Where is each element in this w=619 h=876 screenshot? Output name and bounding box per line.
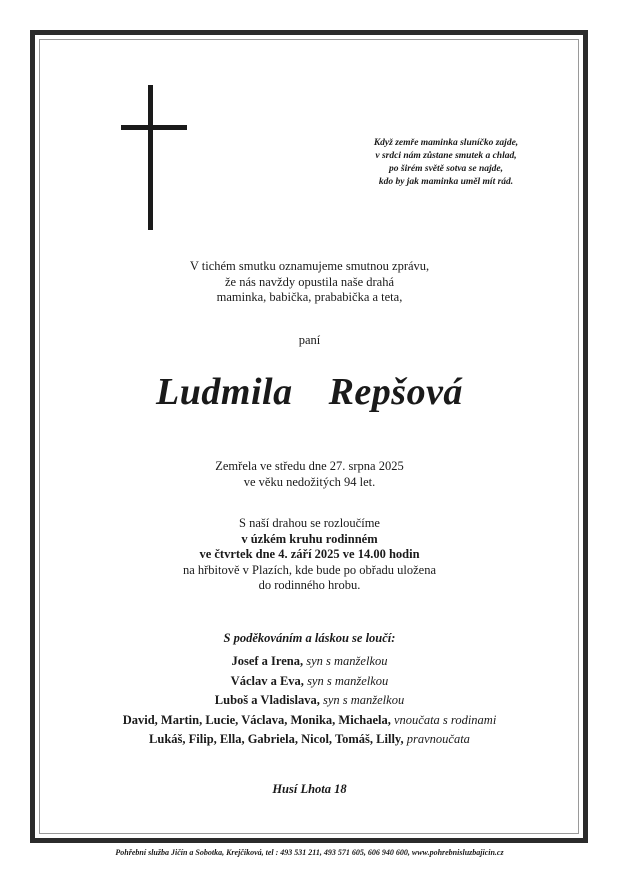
death-info — [40, 459, 579, 490]
announcement-line: V tichém smutku oznamujeme smutnou zprávu, — [189, 259, 430, 273]
announcement — [40, 259, 579, 306]
mourner-relation: syn s manželkou — [303, 673, 389, 688]
footer-funeral-service: Pohřební služba Jičín a Sobotka, Krejčíková, tel : 493 531 211, 493 571 605, 606 940 600, www.pohrebnisluzbajicin.cz — [115, 848, 504, 857]
mourner-names: David, Martin, Lucie, Václava, Monika, Michaela, — [122, 712, 391, 727]
mourner-line — [40, 691, 579, 711]
farewell-line: do rodinného hrobu. — [258, 578, 361, 592]
mourner-names: Josef a Irena, — [231, 654, 304, 668]
poem — [340, 137, 552, 189]
poem-line: v srdci nám zůstane smutek a chlad, — [375, 151, 517, 161]
title-prefix — [40, 333, 579, 349]
mourner-line — [40, 730, 579, 750]
mourner-relation: syn s manželkou — [303, 654, 388, 668]
mourner-relation: syn s manželkou — [319, 693, 405, 707]
mourner-names: Luboš a Vladislava, — [214, 693, 320, 707]
farewell — [40, 516, 579, 594]
title-prefix-text: paní — [298, 333, 321, 347]
address — [40, 782, 579, 798]
mourner-names: Václav a Eva, — [230, 673, 304, 688]
mourner-names: Lukáš, Filip, Ella, Gabriela, Nicol, Tomáš, Lilly, — [149, 732, 404, 746]
death-info-line: Zemřela ve středu dne 27. srpna 2025 — [215, 459, 404, 473]
mourner-relation: vnoučata s rodinami — [390, 712, 497, 727]
cross-icon-vertical — [148, 85, 153, 230]
poem-line: po širém světě sotva se najde, — [389, 164, 503, 174]
farewell-line: na hřbitově v Plazích, kde bude po obřadu uložena — [182, 562, 437, 577]
poem-line: Když zemře maminka sluníčko zajde, — [373, 138, 519, 148]
deceased-name: Ludmila Repšová — [156, 371, 463, 413]
announcement-line: že nás navždy opustila naše drahá — [224, 274, 395, 289]
mourner-line — [40, 672, 579, 692]
farewell-line: v úzkém kruhu rodinném — [241, 531, 378, 546]
mourner-line — [40, 652, 579, 672]
poem-line: kdo by jak maminka uměl mít rád. — [378, 177, 514, 187]
mourners-heading-text: S poděkováním a láskou se loučí: — [223, 631, 396, 645]
farewell-line: ve čtvrtek dne 4. září 2025 ve 14.00 hodin — [199, 547, 420, 561]
death-info-line: ve věku nedožitých 94 let. — [243, 474, 376, 489]
mourners-list — [40, 652, 579, 750]
cross-icon-horizontal — [121, 125, 187, 130]
announcement-line: maminka, babička, prababička a teta, — [216, 290, 403, 304]
mourner-line — [40, 711, 579, 731]
mourner-relation: pravnoučata — [403, 732, 470, 746]
address-text: Husí Lhota 18 — [272, 782, 347, 796]
mourners-heading — [40, 631, 579, 647]
farewell-line: S naší drahou se rozloučíme — [239, 516, 380, 530]
